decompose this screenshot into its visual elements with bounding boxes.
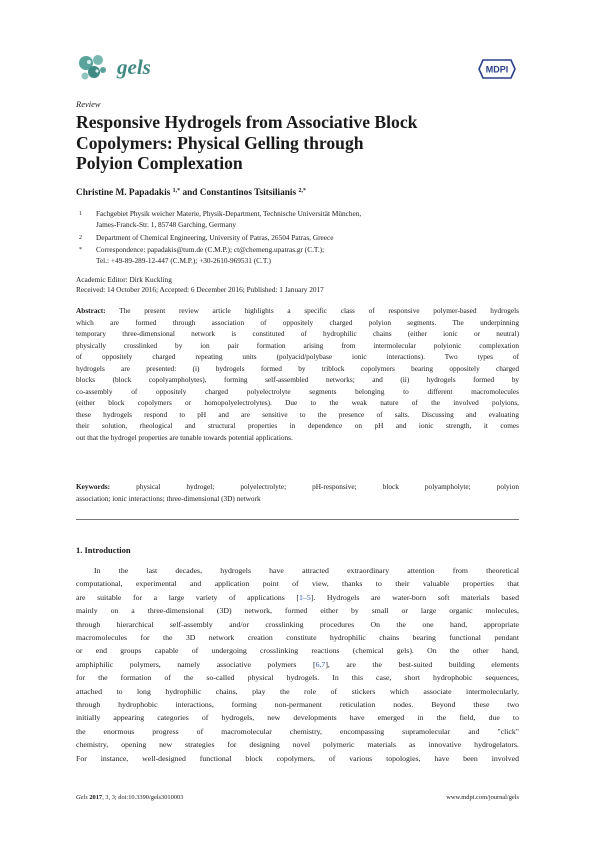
introduction-body — [76, 564, 519, 765]
author-list — [76, 188, 306, 198]
abstract-line: their solution, rheological and structural properties in dependence on pH and ionic strength, it comes — [76, 421, 519, 430]
author-name[interactable]: Christine M. Papadakis — [76, 188, 171, 198]
abstract-line: The present review article highlights a specific class of responsive polymer-based hydrogels — [119, 306, 519, 315]
body-line: For instance, well-designed functional block copolymers, of various topologies, have been involved — [76, 753, 519, 763]
body-line: the enormous progress of macromolecular chemistry, encompassing supramolecular and "click" — [76, 726, 519, 736]
body-line: amphiphilic polymers, namely associative polymers [6,7], are the best-suited building elements — [76, 659, 519, 669]
footer-doi[interactable]: , 3, 3; doi:10.3390/gels3010003 — [102, 794, 184, 801]
abstract-line: of oppositely charged repeating units (polyacid/polybase ionic interactions). Two types of — [76, 352, 519, 361]
article-meta — [76, 275, 324, 296]
svg-text:MDPI: MDPI — [485, 64, 509, 75]
body-line: are suitable for a large variety of applications [1–5]. Hydrogels are water-born soft materials based — [76, 592, 519, 602]
body-line: or end groups capable of undergoing crosslinking reactions (chemical gels). On the other hand, — [76, 646, 519, 656]
title-line: Copolymers: Physical Gelling through — [76, 132, 364, 153]
body-line: In the last decades, hydrogels have attracted extraordinary attention from theoretical — [94, 566, 519, 575]
author-name[interactable]: Constantinos Tsitsilianis — [199, 188, 297, 198]
publication-dates: Received: 14 October 2016; Accepted: 6 December 2016; Published: 1 January 2017 — [76, 285, 324, 295]
keywords-label: Keywords: — [76, 482, 111, 491]
gels-logo-icon — [76, 51, 110, 83]
abstract-line: hydrogels are presented: (i) hydrogels formed by triblock copolymers bearing oppositely charged — [76, 363, 519, 373]
footer-year: 2017 — [89, 794, 103, 801]
body-line: for the formation of the so-called physical hydrogels. In this case, short hydrophobic sequences, — [76, 673, 519, 683]
affiliation-marker: 2 — [79, 235, 82, 241]
body-line: computational, experimental and application point of view, thanks to their valuable properties that — [76, 579, 519, 589]
academic-editor: Academic Editor: Dirk Kuckling — [76, 275, 172, 284]
body-line: mainly on a three-dimensional (3D) network, formed either by small or large organic molecules, — [76, 606, 519, 616]
footer-journal: Gels — [76, 794, 88, 801]
author-affiliation-marker: 1,* — [172, 188, 181, 194]
citation-link[interactable]: 6,7 — [315, 659, 326, 669]
correspondence-phone: Tel.: +49-89-289-12-447 (C.M.P.); +30-2610-969531 (C.T.) — [96, 256, 271, 265]
author-affiliation-marker: 2,* — [298, 188, 306, 194]
body-line: initially appearing categories of hydrogels, new developments have emerged in the field, due to — [76, 713, 519, 723]
abstract-label: Abstract: — [76, 306, 106, 315]
abstract-line: which are formed through association of oppositely charged polyion segments. The underpinning — [76, 317, 519, 327]
abstract-line: blocks (block copolyampholytes), forming self-assembled networks; and (ii) hydrogels formed by — [76, 375, 519, 384]
abstract-line: (either block copolymers or homopolyelectrolytes). Due to the weak nature of the involved polyions, — [76, 398, 519, 407]
abstract-line: physically crosslinked by ion pair formation arising from intermolecular polyionic complexation — [76, 340, 519, 350]
keywords-line: association; ionic interactions; three-dimensional (3D) network — [76, 493, 261, 503]
abstract-line: these hydrogels respond to pH and are sensitive to the presence of salts. Discussing and evaluating — [76, 409, 519, 419]
title-line: Responsive Hydrogels from Associative Block — [76, 112, 418, 132]
author-conjunction: and — [182, 188, 198, 198]
body-line: attached to long hydrophilic chains, play the role of stickers which associate intermolecularly, — [76, 686, 519, 696]
keywords — [76, 481, 519, 504]
journal-name: gels — [117, 55, 151, 79]
affiliation-text: Fachgebiet Physik weicher Materie, Physik-Department, Technische Universität München, — [96, 209, 362, 218]
section-divider — [76, 519, 519, 520]
affiliation-marker: 1 — [79, 211, 82, 217]
body-line: chemistry, opening new strategies for designing novel polymeric materials as innovative hydrogelators. — [76, 740, 519, 750]
footer-citation — [76, 794, 183, 801]
title-line: Polyion Complexation — [76, 153, 243, 173]
footer-url[interactable]: www.mdpi.com/journal/gels — [446, 794, 519, 801]
abstract-line: co-assembly of oppositely charged polyelectrolyte segments belonging to different macromolecules — [76, 386, 519, 396]
body-line: through hierarchical self-assembly and/or crosslinking procedures On the one hand, appropriate — [76, 619, 519, 629]
correspondence-marker: * — [79, 247, 82, 253]
affiliation-text: James-Franck-Str. 1, 85748 Garching, Germany — [96, 220, 237, 229]
citation-link[interactable]: 1–5 — [299, 592, 311, 602]
abstract — [76, 305, 519, 443]
body-line: through hydrophobic interactions, forming non-permanent reticulation nodes. Beyond these two — [76, 700, 519, 710]
affiliation-text: Department of Chemical Engineering, University of Patras, 26504 Patras, Greece — [96, 233, 334, 242]
body-line: macromolecules for the 3D network creation constitute hydrophilic chains bearing functional pendant — [76, 633, 519, 643]
mdpi-logo-icon — [477, 58, 517, 80]
article-type: Review — [76, 99, 101, 109]
correspondence-text[interactable]: Correspondence: papadakis@tum.de (C.M.P.); ct@chemeng.upatras.gr (C.T.); — [96, 245, 325, 254]
section-heading: 1. Introduction — [76, 545, 131, 555]
keywords-line: physical hydrogel; polyelectrolyte; pH-responsive; block polyampholyte; polyion — [136, 482, 519, 491]
article-title — [76, 112, 516, 174]
abstract-line: temporary three-dimensional network is constituted of hydrophilic chains (either ionic or neutral) — [76, 329, 519, 338]
abstract-line: out that the hydrogel properties are tunable towards potential applications. — [76, 432, 293, 442]
